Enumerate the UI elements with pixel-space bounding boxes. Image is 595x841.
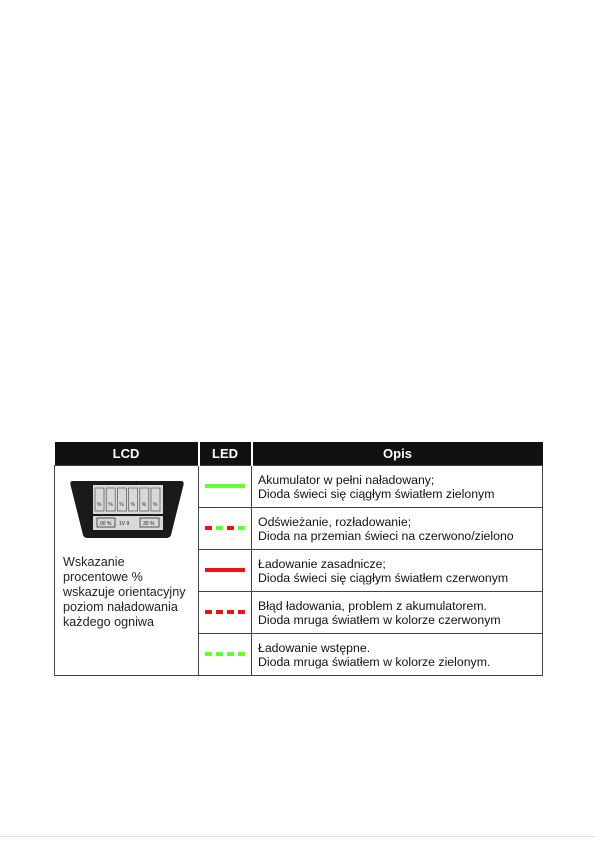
lcd-display-image [67,477,187,541]
header-desc: Opis [252,442,543,466]
lcd-bottom-mid: 1V 9 [119,521,130,527]
led-dash-green [238,652,245,656]
led-indicator-cell [199,634,252,676]
led-solid-green-icon [205,484,245,488]
lcd-bottom-right: 30 % [143,521,155,527]
lcd-bottom-left: 00 % [100,521,112,527]
led-dash-green [238,526,245,530]
led-indicator-cell [199,508,252,550]
lcd-note-line: każdego ogniwa [63,615,155,629]
led-dash-red [227,610,234,614]
led-dash-red [205,610,212,614]
led-dash-red [227,526,234,530]
description-line1: Akumulator w pełni naładowany; [258,472,435,487]
description-line1: Ładowanie wstępne. [258,640,371,655]
description-line1: Ładowanie zasadnicze; [258,556,386,571]
led-blinking-icon [205,610,245,614]
description-cell [252,466,543,508]
description-line2: Dioda świeci się ciągłym światłem zielonym [258,486,495,501]
table-header-row [55,442,543,466]
lcd-note-line: procentowe % [63,570,143,584]
led-indicator-cell [199,592,252,634]
led-dash-green [205,652,212,656]
led-blinking-icon [205,526,245,530]
description-line1: Błąd ładowania, problem z akumulatorem. [258,598,487,613]
lcd-note-line: poziom naładowania [63,600,178,614]
lcd-cell-label: % [141,502,147,508]
description-cell [252,592,543,634]
led-dash-green [216,652,223,656]
lcd-note [63,555,186,630]
header-led: LED [199,442,252,466]
description-cell [252,550,543,592]
description-cell [252,634,543,676]
led-dash-green [216,526,223,530]
lcd-note-line: wskazuje orientacyjny [63,585,186,599]
led-solid-red-icon [205,568,245,572]
description-line2: Dioda świeci się ciągłym światłem czerwonym [258,570,509,585]
led-indicator-cell [199,550,252,592]
lcd-cell-label: % [153,502,158,508]
header-lcd: LCD [55,442,199,466]
lcd-cell-label: % [119,502,124,508]
led-dash-green [227,652,234,656]
led-dash-red [238,610,245,614]
led-dash-red [205,526,212,530]
lcd-cell-label: % [130,502,136,508]
led-status-table [54,442,543,676]
lcd-note-line: Wskazanie [63,555,125,569]
description-line2: Dioda mruga światłem w kolorze czerwonym [258,612,501,627]
description-line2: Dioda mruga światłem w kolorze zielonym. [258,654,491,669]
description-line1: Odświeżanie, rozładowanie; [258,514,412,529]
led-blinking-icon [205,652,245,656]
table-row [55,466,543,508]
page-bottom-rule [0,836,595,837]
led-dash-red [216,610,223,614]
description-cell [252,508,543,550]
description-line2: Dioda na przemian świeci na czerwono/zielono [258,528,514,543]
lcd-cell-label: % [108,502,113,508]
lcd-cell [55,466,199,676]
lcd-cell-label: % [97,502,102,508]
led-indicator-cell [199,466,252,508]
